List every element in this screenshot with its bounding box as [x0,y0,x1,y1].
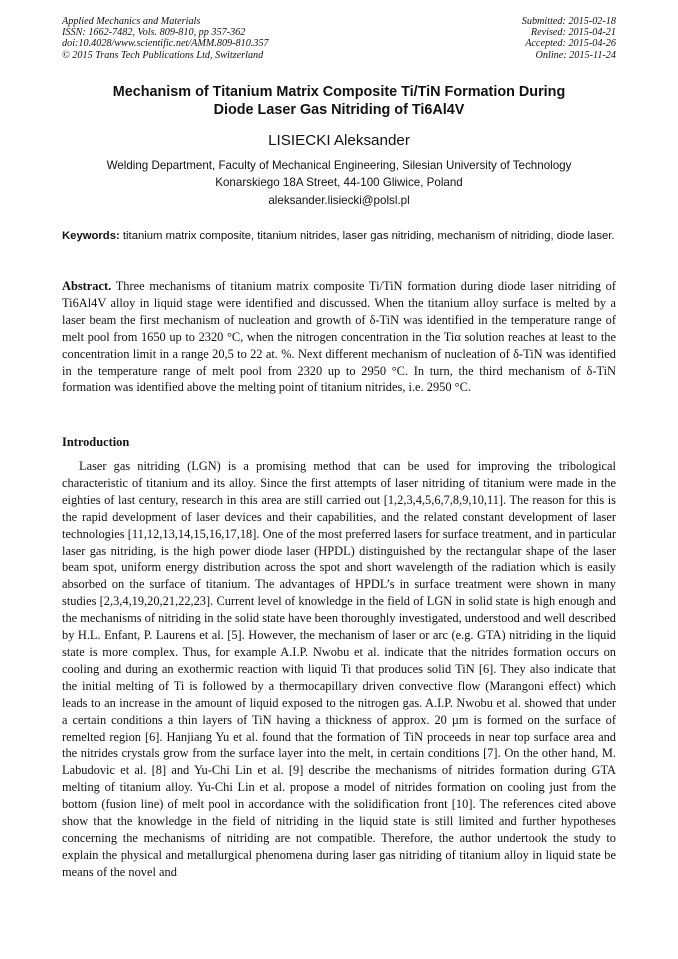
submitted-date: Submitted: 2015-02-18 [521,16,616,27]
introduction-body [62,458,616,881]
abstract-block [62,278,616,396]
paper-title [62,83,616,119]
introduction-heading: Introduction [62,435,130,449]
abstract-text: Three mechanisms of titanium matrix composite Ti/TiN formation during diode laser nitriding of Ti6Al4V alloy in liquid stage were identified and discussed. When the titanium alloy surface is melted by a laser beam the first mechanism of nucleation and growth of δ-TiN was identified in the temperature range of melt pool from 1650 up to 2320 °C, when the nitrogen concentration in the Tiα solution reaches at least to the concentration limit in a range 20,5 to 22 at. %. Next different mechanism of nucleation of δ-TiN was identified in the temperature range of melt pool from 2320 up to 2950 °C. In turn, the third mechanism of δ-TiN formation was identified above the melting point of titanium nitrides, i.e. 2950 °C. [62,279,616,395]
title-line-2: Diode Laser Gas Nitriding of Ti6Al4V [213,102,465,118]
copyright-line: © 2015 Trans Tech Publications Ltd, Switzerland [62,49,264,61]
doi-link[interactable]: doi:10.4028/www.scientific.net/AMM.809-810.357 [62,38,269,50]
author-email[interactable]: aleksander.lisiecki@polsl.pl [268,194,410,207]
affiliation [62,157,616,191]
introduction-paragraph: Laser gas nitriding (LGN) is a promising method that can be used for improving the tribological characteristic of titanium and its alloy. Since the first attempts of laser nitriding of titanium were made in the eighties of last century, research in this area are still carried out [1,2,3,4,5,6,7,8,9,10,11]. The reason for this is the rapid development of laser devices and their capabilities, and the related constant development of laser technologies [11,12,13,14,15,16,17,18]. One of the most preferred lasers for surface treatment, and in particular laser gas nitriding, is the high power diode laser (HPDL) distinguished by the rectangular shape of the laser beam spot, uniform energy distribution across the spot and short wavelength of the radiation which is easily absorbed on the surface of titanium. The advantages of HPDL’s in surface treatment were shown in many studies [2,3,4,19,20,21,22,23]. Current level of knowledge in the field of LGN in solid state is high enough and the mechanisms of nitriding in the solid state have been thoroughly investigated, understood and well described by H.L. Enfant, P. Laurens et al. [5]. However, the mechanism of laser or arc (e.g. GTA) nitriding in the liquid state is more complex. Thus, for example A.I.P. Nwobu et al. indicate that the nitrides formation occurs on cooling and during an exothermic reaction with liquid Ti that produces solid TiN [6]. They also indicate that the initial melting of Ti is followed by a thermocapillary driven convective flow (Marangoni effect) which leads to an increase in the amount of liquid exposed to the nitrogen gas. A.I.P. Nwobu et al. showed that under a certain conditions a thin layers of TiN having a thickness of approx. 20 µm is formed on the surface of remelted region [6]. Hanjiang Yu et al. found that the formation of TiN proceeds in near top surface area and the nitrides crystals grow from the surface layer into the melt, in certain conditions [7]. On the other hand, M. Labudovic et al. [8] and Yu-Chi Lin et al. [9] describe the mechanisms of nitrides formation during GTA melting of titanium alloy. Yu-Chi Lin et al. propose a model of nitrides formation on cooling just from the bottom (fusion line) of melt pool in accordance with the solidification front [10]. The references cited above show that the knowledge in the field of nitriding in the liquid state is still limited and further hypotheses concerning the mechanisms of nitriding are not compatible. Therefore, the author undertook the study to explain the physical and metallurgical phenomena during laser gas nitriding of titanium alloy in liquid state be means of the novel and [62,459,616,879]
affiliation-line-1: Welding Department, Faculty of Mechanical Engineering, Silesian University of Technology [106,159,572,172]
journal-name: Applied Mechanics and Materials [62,16,201,27]
keywords-text: titanium matrix composite, titanium nitrides, laser gas nitriding, mechanism of nitriding, diode laser. [119,230,615,242]
issn-line: ISSN: 1662-7482, Vols. 809-810, pp 357-362 [62,27,246,39]
abstract-label: Abstract. [62,279,112,293]
keywords-label: Keywords: [62,230,120,242]
publication-info [62,16,269,61]
author-name: LISIECKI Aleksander [268,132,410,149]
keywords-block [62,229,616,244]
online-date: Online: 2015-11-24 [535,49,616,61]
affiliation-line-2: Konarskiego 18A Street, 44-100 Gliwice, Poland [215,176,463,189]
accepted-date: Accepted: 2015-04-26 [525,38,616,50]
title-line-1: Mechanism of Titanium Matrix Composite Ti/TiN Formation During [112,84,566,100]
revised-date: Revised: 2015-04-21 [530,27,616,39]
submission-dates [522,16,616,61]
